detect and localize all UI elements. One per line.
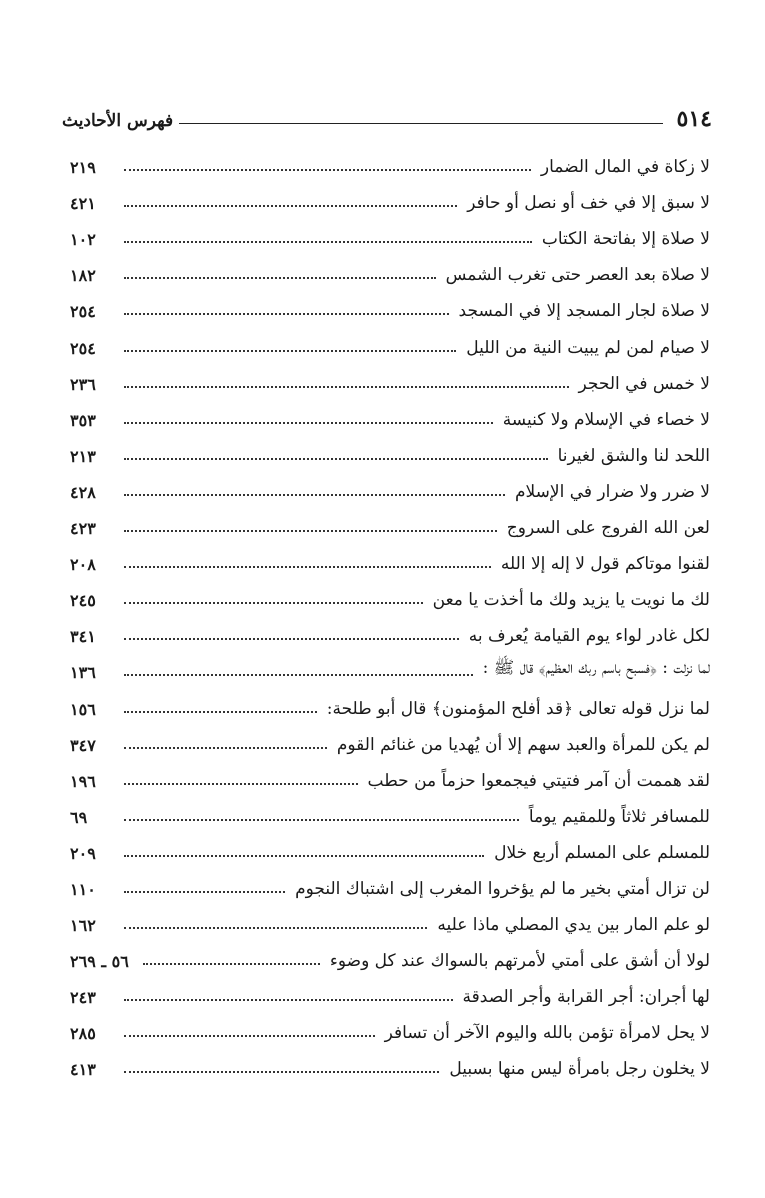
entry-text: لا صيام لمن لم يبيت النية من الليل (466, 337, 710, 358)
index-entry (70, 363, 710, 399)
dot-leader (124, 458, 548, 460)
hadith-index-list (70, 146, 710, 1084)
index-entry (70, 868, 710, 904)
entry-page-number: ٢٤٥ (70, 591, 96, 611)
entry-text: لولا أن أشق على أمتي لأمرتهم بالسواك عند كل وضوء (329, 951, 710, 972)
entry-page-number: ٢٠٨ (70, 555, 96, 575)
index-entry (70, 507, 710, 543)
dot-leader (124, 277, 436, 279)
dot-leader (124, 241, 532, 243)
index-entry (70, 290, 710, 326)
index-entry (70, 760, 710, 796)
header-rule (179, 123, 662, 124)
page-title: فهرس الأحاديث (62, 111, 174, 131)
index-entry (70, 471, 710, 507)
dot-leader (124, 855, 484, 857)
entry-page-number: ١١٠ (70, 879, 96, 899)
index-entry (70, 254, 710, 290)
entry-text: لعن الله الفروج على السروج (506, 518, 710, 539)
entry-page-number: ٤١٣ (70, 1060, 96, 1080)
dot-leader (124, 313, 449, 315)
entry-page-number: ٢٨٥ (70, 1024, 96, 1044)
entry-text: لها أجران: أجر القرابة وأجر الصدقة (462, 987, 710, 1008)
entry-page-number: ٢٣٦ (70, 374, 96, 394)
entry-text: لا خصاء في الإسلام ولا كنيسة (502, 409, 710, 430)
index-entry (70, 182, 710, 218)
entry-page-number: ١٦٢ (70, 916, 96, 936)
index-entry (70, 976, 710, 1012)
dot-leader (143, 963, 320, 965)
entry-text: لكل غادر لواء يوم القيامة يُعرف به (468, 626, 710, 647)
entry-page-number: ١٩٦ (70, 771, 96, 791)
index-entry (70, 579, 710, 615)
dot-leader (124, 747, 327, 749)
entry-text: لما نزلت : ﴿فسبح باسم ربك العظيم﴾ قال ﷺ : (482, 658, 710, 679)
entry-text: لو علم المار بين يدي المصلي ماذا عليه (437, 915, 710, 936)
entry-text: لقنوا موتاكم قول لا إله إلا الله (500, 554, 710, 575)
index-entry (70, 832, 710, 868)
index-entry (70, 399, 710, 435)
dot-leader (124, 1035, 375, 1037)
entry-page-number: ٣٤١ (70, 627, 96, 647)
entry-page-number: ٢٤٣ (70, 988, 96, 1008)
entry-page-number: ٢١٩ (70, 158, 96, 178)
entry-text: لا سبق إلا في خف أو نصل أو حافر (467, 193, 710, 214)
entry-page-number: ١٥٦ (70, 699, 96, 719)
index-entry (70, 904, 710, 940)
index-entry (70, 615, 710, 651)
entry-page-number: ٤٢٣ (70, 519, 96, 539)
index-entry (70, 146, 710, 182)
entry-text: لا يحل لامرأة تؤمن بالله واليوم الآخر أن تسافر (384, 1023, 710, 1044)
dot-leader (124, 999, 453, 1001)
dot-leader (124, 711, 317, 713)
entry-page-number: ١٣٦ (70, 663, 96, 683)
entry-text: لا صلاة بعد العصر حتى تغرب الشمس (445, 265, 710, 286)
dot-leader (124, 169, 531, 171)
index-entry (70, 543, 710, 579)
dot-leader (124, 602, 423, 604)
entry-page-number: ٢٥٤ (70, 338, 96, 358)
dot-leader (124, 891, 285, 893)
dot-leader (124, 530, 497, 532)
entry-page-number: ٢١٣ (70, 446, 96, 466)
dot-leader (124, 674, 473, 676)
entry-text: لم يكن للمرأة والعبد سهم إلا أن يُهديا من غنائم القوم (336, 734, 710, 755)
dot-leader (124, 350, 456, 352)
entry-page-number: ٤٢٨ (70, 482, 96, 502)
entry-text: للمسلم على المسلم أربع خلال (494, 842, 710, 863)
entry-text: لك ما نويت يا يزيد ولك ما أخذت يا معن (432, 590, 710, 611)
page-number: ٥١٤ (676, 106, 712, 132)
dot-leader (124, 494, 505, 496)
entry-page-number: ١٠٢ (70, 230, 96, 250)
page-header (62, 96, 712, 130)
entry-page-number: ٢٥٤ (70, 302, 96, 322)
index-entry (70, 218, 710, 254)
dot-leader (124, 783, 358, 785)
entry-text: لقد هممت أن آمر فتيتي فيجمعوا حزماً من حطب (367, 770, 710, 791)
dot-leader (124, 819, 519, 821)
index-entry (70, 687, 710, 723)
index-entry (70, 724, 710, 760)
entry-page-number: ٢٠٩ (70, 843, 96, 863)
index-entry (70, 435, 710, 471)
entry-page-number: ٣٥٣ (70, 410, 96, 430)
entry-text: لا يخلون رجل بامرأة ليس منها بسبيل (449, 1059, 710, 1080)
dot-leader (124, 422, 493, 424)
entry-page-number: ١٨٢ (70, 266, 96, 286)
entry-text: لما نزل قوله تعالى ﴿قد أفلح المؤمنون﴾ قال أبو طلحة: (326, 698, 710, 719)
dot-leader (124, 638, 459, 640)
dot-leader (124, 386, 569, 388)
index-entry (70, 796, 710, 832)
dot-leader (124, 1071, 439, 1073)
entry-text: لا زكاة في المال الضمار (540, 157, 710, 178)
entry-text: لا خمس في الحجر (578, 373, 710, 394)
dot-leader (124, 205, 457, 207)
index-entry (70, 326, 710, 362)
entry-text: للمسافر ثلاثاً وللمقيم يوماً (528, 806, 710, 827)
entry-text: اللحد لنا والشق لغيرنا (557, 445, 710, 466)
entry-page-number: ٤٢١ (70, 194, 96, 214)
index-entry (70, 651, 710, 687)
entry-text: لا صلاة إلا بفاتحة الكتاب (541, 229, 710, 250)
dot-leader (124, 927, 427, 929)
entry-page-number: ٥٦ ـ ٢٦٩ (70, 952, 129, 972)
entry-page-number: ٣٤٧ (70, 735, 96, 755)
dot-leader (124, 566, 491, 568)
entry-page-number: ٦٩ (70, 807, 88, 827)
index-entry (70, 1012, 710, 1048)
index-entry (70, 1048, 710, 1084)
entry-text: لا ضرر ولا ضرار في الإسلام (514, 481, 710, 502)
index-entry (70, 940, 710, 976)
entry-text: لا صلاة لجار المسجد إلا في المسجد (458, 301, 710, 322)
entry-text: لن تزال أمتي بخير ما لم يؤخروا المغرب إلى اشتباك النجوم (295, 878, 710, 899)
